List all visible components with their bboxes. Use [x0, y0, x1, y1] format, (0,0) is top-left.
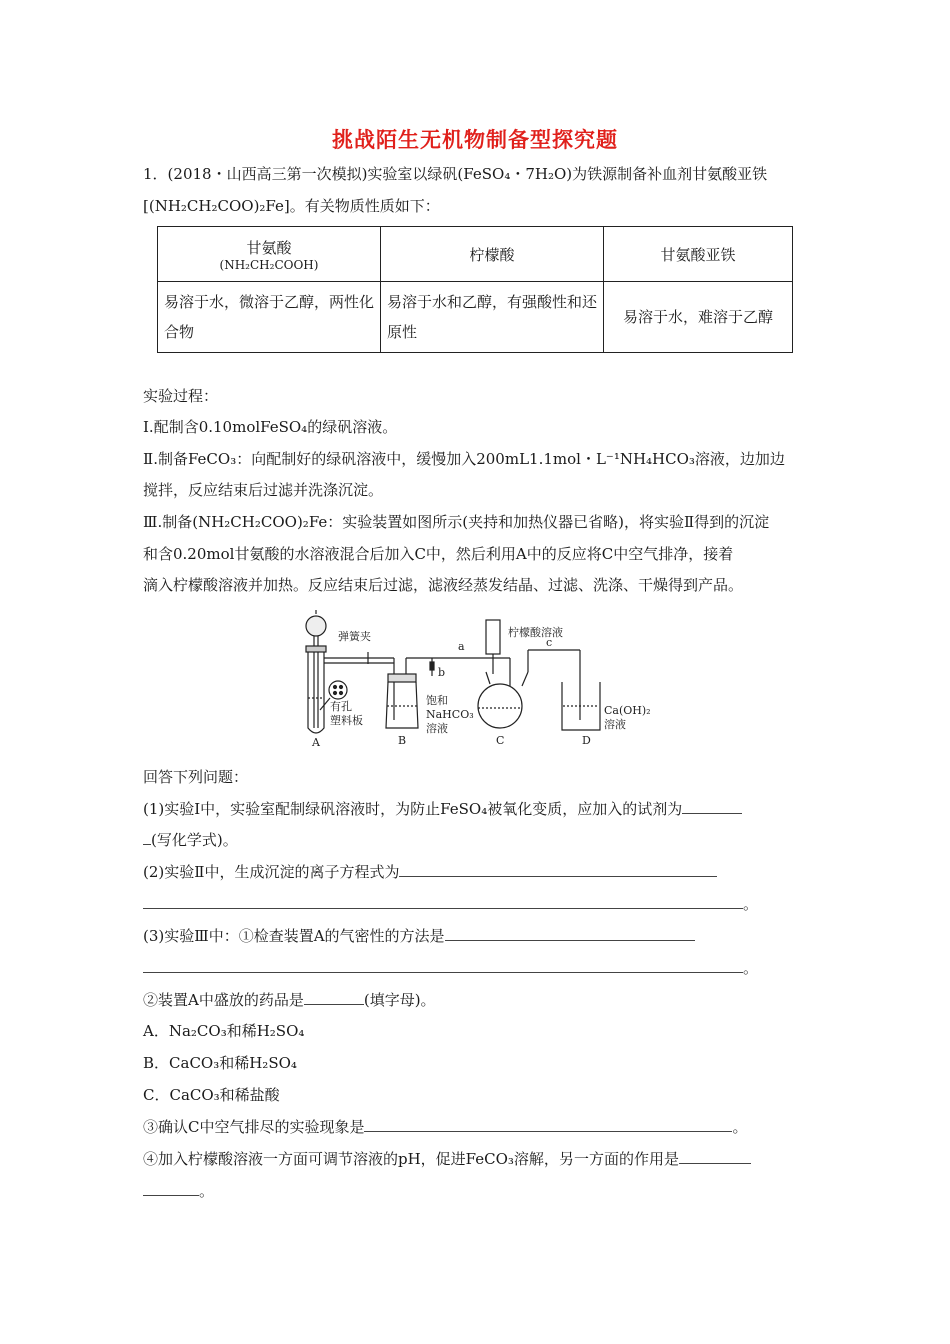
period-3-4: 。 [199, 1182, 215, 1200]
answer-blank-3-cont[interactable] [143, 958, 743, 973]
label-B: B [398, 734, 407, 747]
label-b: b [438, 666, 446, 679]
answer-blank-1-cont[interactable] [143, 830, 151, 845]
process-heading: 实验过程： [143, 387, 219, 405]
citric-solution-label: 柠檬酸溶液 [508, 626, 563, 639]
period-3: 。 [743, 959, 759, 977]
option-B: B．CaCO₃和稀H₂SO₄ [143, 1054, 297, 1072]
question-2 [143, 862, 717, 882]
question-2-cont [143, 894, 758, 914]
answer-blank-3-3[interactable] [364, 1117, 732, 1132]
apparatus-D [562, 650, 600, 730]
process-step1: Ⅰ.配制含0.10molFeSO₄的绿矾溶液。 [143, 418, 398, 436]
glycine-formula: (NH₂CH₂COOH) [219, 257, 319, 272]
process-step3a: Ⅲ.制备(NH₂CH₂COO)₂Fe：实验装置如图所示(夹持和加热仪器已省略)，将实验Ⅱ得到的沉淀 [143, 513, 770, 531]
question-3 [143, 926, 695, 946]
spring-clip-label: 弹簧夹 [338, 630, 371, 643]
caoh-label-2: 溶液 [604, 718, 626, 731]
table-header-glycine [158, 227, 381, 282]
page-title: 挑战陌生无机物制备型探究题 [332, 128, 618, 152]
question-3-4 [143, 1149, 751, 1169]
question-3-2 [143, 990, 436, 1010]
label-D: D [582, 734, 591, 747]
process-step3b: 和含0.20mol甘氨酸的水溶液混合后加入C中，然后利用A中的反应将C中空气排净，接着 [143, 545, 734, 563]
properties-table [157, 226, 793, 353]
question-3-2-tail: (填字母)。 [363, 991, 436, 1009]
sat-label-2: NaHCO₃ [426, 708, 474, 721]
table-cell-glycine: 易溶于水，微溶于乙醇，两性化合物 [158, 282, 381, 353]
caoh-label-1: Ca(OH)₂ [604, 704, 651, 717]
answer-blank-1[interactable] [682, 799, 742, 814]
question-1b-text: (写化学式)。 [151, 831, 238, 849]
question-3-3-text: ③确认C中空气排尽的实验现象是 [143, 1118, 365, 1136]
question-3-cont [143, 958, 758, 978]
apparatus-diagram [290, 610, 680, 750]
porous-plate-label-1: 有孔 [330, 700, 352, 713]
label-A: A [312, 736, 320, 749]
question-1a [143, 799, 742, 819]
period-3-3: 。 [732, 1118, 748, 1136]
question-1-line1: 1．(2018・山西高三第一次模拟)实验室以绿矾(FeSO₄・7H₂O)为铁源制备补血剂甘氨酸亚铁 [143, 165, 768, 183]
glycine-name: 甘氨酸 [246, 238, 292, 257]
sat-label-1: 饱和 [426, 694, 448, 707]
question-3-4-text: ④加入柠檬酸溶液一方面可调节溶液的pH，促进FeCO₃溶解，另一方面的作用是 [143, 1150, 679, 1168]
question-2-text: (2)实验Ⅱ中，生成沉淀的离子方程式为 [143, 863, 400, 881]
period-2: 。 [743, 895, 759, 913]
question-1-line2: [(NH₂CH₂COO)₂Fe]。有关物质性质如下： [143, 197, 440, 215]
table-header-ferrous-glycinate: 甘氨酸亚铁 [604, 227, 793, 282]
label-a: a [458, 640, 465, 653]
table-cell-citric: 易溶于水和乙醇，有强酸性和还原性 [381, 282, 604, 353]
label-C: C [496, 734, 505, 747]
table-header-citric: 柠檬酸 [381, 227, 604, 282]
option-C: C．CaCO₃和稀盐酸 [143, 1086, 280, 1104]
answer-blank-2[interactable] [399, 862, 717, 877]
porous-plate-label-2: 塑料板 [330, 714, 363, 727]
label-c: c [546, 636, 553, 649]
answer-blank-3-4[interactable] [679, 1149, 751, 1164]
answer-blank-3[interactable] [445, 926, 695, 941]
question-3-4-cont [143, 1181, 214, 1201]
process-step3c: 滴入柠檬酸溶液并加热。反应结束后过滤，滤液经蒸发结晶、过滤、洗涤、干燥得到产品。 [143, 576, 744, 594]
sat-label-3: 溶液 [426, 722, 448, 735]
question-1b [143, 830, 238, 850]
process-step2b: 搅拌，反应结束后过滤并洗涤沉淀。 [143, 481, 384, 499]
questions-heading: 回答下列问题： [143, 768, 249, 786]
question-3-3 [143, 1117, 748, 1137]
table-cell-ferrous-glycinate: 易溶于水，难溶于乙醇 [604, 282, 793, 353]
answer-blank-3-4-cont[interactable] [143, 1181, 199, 1196]
question-3-2-text: ②装置A中盛放的药品是 [143, 991, 304, 1009]
question-3-text: (3)实验Ⅲ中：①检查装置A的气密性的方法是 [143, 927, 445, 945]
question-1a-text: (1)实验Ⅰ中，实验室配制绿矾溶液时，为防止FeSO₄被氧化变质，应加入的试剂为 [143, 800, 683, 818]
answer-blank-2-cont[interactable] [143, 894, 743, 909]
option-A: A．Na₂CO₃和稀H₂SO₄ [143, 1022, 305, 1040]
answer-blank-3-2[interactable] [304, 990, 364, 1005]
process-step2a: Ⅱ.制备FeCO₃：向配制好的绿矾溶液中，缓慢加入200mL1.1mol・L⁻¹NH₄HCO₃溶液，边加边 [143, 450, 785, 468]
